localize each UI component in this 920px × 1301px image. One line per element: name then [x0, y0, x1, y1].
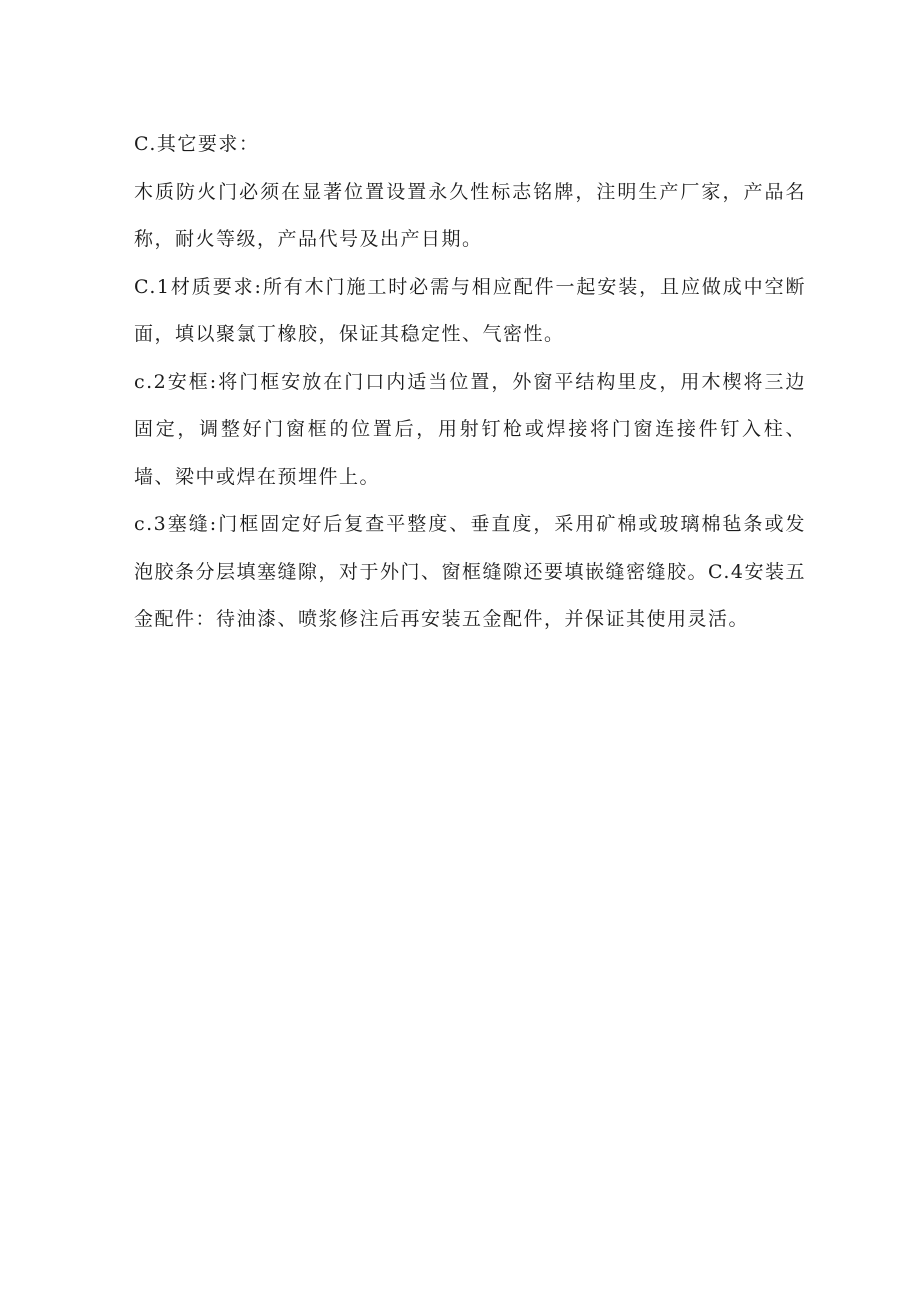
section-heading: C.其它要求：	[134, 133, 260, 155]
document-body	[134, 121, 806, 644]
paragraph-frame-installation: c.2安框:将门框安放在门口内适当位置，外窗平结构里皮，用木楔将三边固定，调整好门窗框的位置后，用射钉枪或焊接将门窗连接件钉入柱、墙、梁中或焊在预埋件上。	[134, 370, 806, 488]
paragraph-gap-sealing: c.3塞缝:门框固定好后复查平整度、垂直度，采用矿棉或玻璃棉毡条或发泡胶条分层填塞缝隙，对于外门、窗框缝隙还要填嵌缝密缝胶。C.4安装五金配件：待油漆、喷浆修注后再安装五金配件，并保证其使用灵活。	[134, 513, 806, 630]
paragraph-material-requirements: C.1材质要求:所有木门施工时必需与相应配件一起安装，且应做成中空断面，填以聚氯丁橡胶，保证其稳定性、气密性。	[134, 275, 806, 345]
paragraph-nameplate: 木质防火门必须在显著位置设置永久性标志铭牌，注明生产厂家，产品名称，耐火等级，产品代号及出产日期。	[134, 180, 806, 250]
